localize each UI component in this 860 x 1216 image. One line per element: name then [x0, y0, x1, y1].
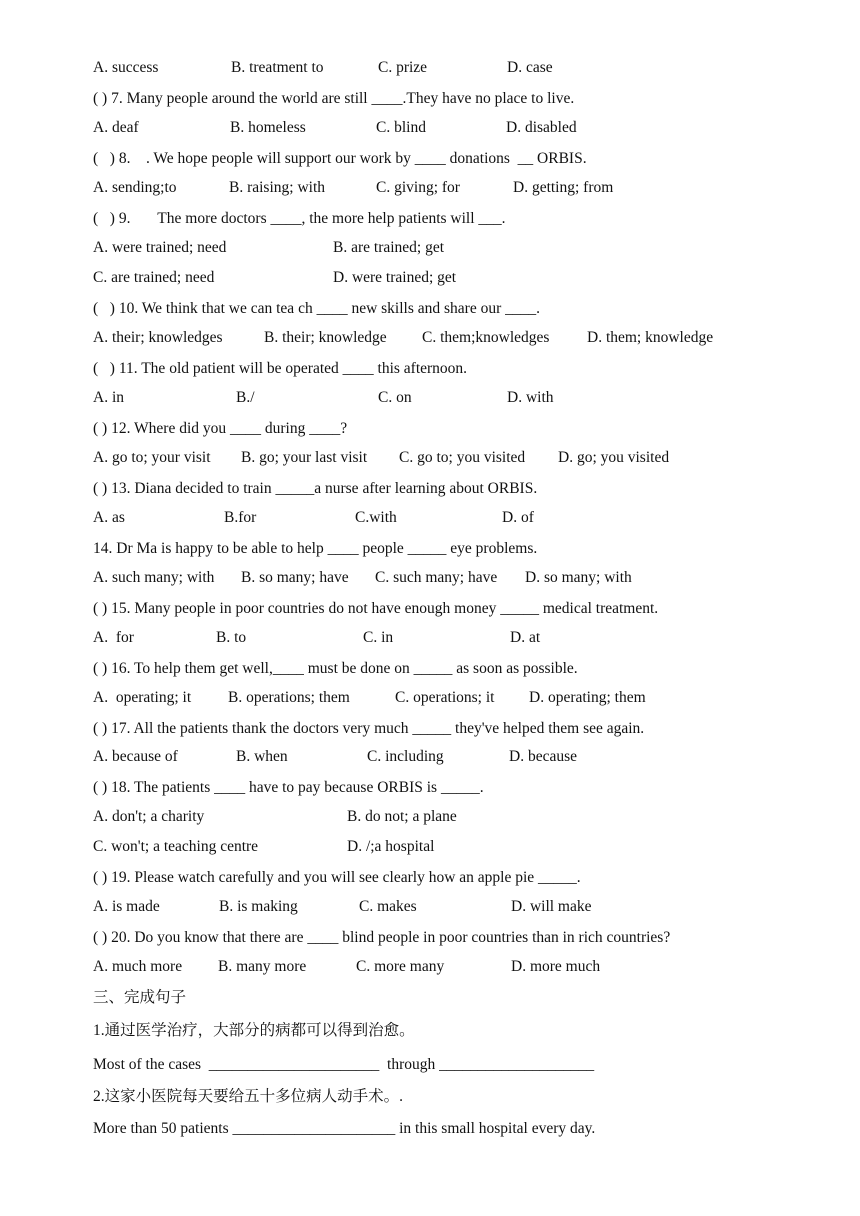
question-line: ( ) 8. . We hope people will support our work by ____ donations __ ORBIS.: [93, 150, 587, 167]
answer-option: C. on: [378, 389, 412, 406]
answer-option: A. much more: [93, 958, 183, 975]
answer-option: D. disabled: [506, 119, 577, 136]
answer-option: B.for: [224, 509, 257, 526]
answer-option: A. deaf: [93, 119, 139, 136]
answer-option: C. in: [363, 629, 394, 646]
answer-option: B./: [236, 389, 255, 406]
answer-options-row: [0, 569, 860, 589]
answer-option: C. them;knowledges: [422, 329, 550, 346]
question-line: 1.通过医学治疗，大部分的病都可以得到治愈。: [93, 1022, 415, 1039]
answer-option: D. with: [507, 389, 554, 406]
answer-option: B. do not; a plane: [347, 808, 457, 825]
answer-option: C.with: [355, 509, 397, 526]
answer-option: A. such many; with: [93, 569, 215, 586]
answer-option: C. won't; a teaching centre: [93, 838, 259, 855]
answer-option: A. don't; a charity: [93, 808, 205, 825]
answer-option: B. are trained; get: [333, 239, 445, 256]
answer-option: C. prize: [378, 59, 428, 76]
question-line: ( ) 10. We think that we can tea ch ____ new skills and share our ____.: [93, 300, 540, 317]
answer-option: D. them; knowledge: [587, 329, 714, 346]
answer-option: B. is making: [219, 898, 298, 915]
question-line: ( ) 11. The old patient will be operated ____ this afternoon.: [93, 360, 468, 377]
question-line: ( ) 9. The more doctors ____, the more help patients will ___.: [93, 210, 506, 227]
answer-option: D. case: [507, 59, 553, 76]
answer-options-row: [0, 509, 860, 529]
answer-option: D. so many; with: [525, 569, 632, 586]
answer-option: B. homeless: [230, 119, 306, 136]
answer-option: D. go; you visited: [558, 449, 670, 466]
answer-option: C. such many; have: [375, 569, 498, 586]
answer-option: C. more many: [356, 958, 445, 975]
answer-option: A. for: [93, 629, 134, 646]
answer-options-row: [0, 748, 860, 768]
answer-option: D. more much: [511, 958, 601, 975]
answer-option: C. including: [367, 748, 444, 765]
question-line: Most of the cases ______________________ through ____________________: [93, 1056, 595, 1073]
question-line: ( ) 16. To help them get well,____ must be done on _____ as soon as possible.: [93, 660, 578, 677]
answer-option: A. success: [93, 59, 159, 76]
question-line: 三、完成句子: [93, 989, 187, 1006]
answer-options-row: [0, 269, 860, 289]
answer-option: A. because of: [93, 748, 178, 765]
answer-option: B. so many; have: [241, 569, 349, 586]
answer-option: C. go to; you visited: [399, 449, 526, 466]
answer-options-row: [0, 838, 860, 858]
question-line: ( ) 15. Many people in poor countries do not have enough money _____ medical treatment.: [93, 600, 659, 617]
question-line: 14. Dr Ma is happy to be able to help ____ people _____ eye problems.: [93, 540, 538, 557]
answer-option: B. operations; them: [228, 689, 350, 706]
answer-option: C. blind: [376, 119, 426, 136]
answer-option: B. treatment to: [231, 59, 324, 76]
answer-option: D. at: [510, 629, 541, 646]
answer-option: D. operating; them: [529, 689, 646, 706]
answer-options-row: [0, 958, 860, 978]
answer-options-row: [0, 449, 860, 469]
answer-option: D. of: [502, 509, 534, 526]
answer-option: A. operating; it: [93, 689, 192, 706]
answer-options-row: [0, 808, 860, 828]
answer-option: A. were trained; need: [93, 239, 227, 256]
answer-option: C. operations; it: [395, 689, 495, 706]
answer-option: D. because: [509, 748, 577, 765]
question-line: ( ) 12. Where did you ____ during ____?: [93, 420, 348, 437]
answer-option: B. raising; with: [229, 179, 326, 196]
answer-option: B. their; knowledge: [264, 329, 387, 346]
answer-option: A. in: [93, 389, 124, 406]
answer-options-row: [0, 629, 860, 649]
answer-option: D. were trained; get: [333, 269, 457, 286]
answer-options-row: [0, 898, 860, 918]
question-line: 2.这家小医院每天要给五十多位病人动手术。.: [93, 1088, 404, 1105]
question-line: ( ) 13. Diana decided to train _____a nurse after learning about ORBIS.: [93, 480, 538, 497]
answer-option: C. makes: [359, 898, 417, 915]
answer-options-row: [0, 179, 860, 199]
answer-option: A. as: [93, 509, 125, 526]
answer-option: A. go to; your visit: [93, 449, 211, 466]
answer-option: A. sending;to: [93, 179, 177, 196]
answer-options-row: [0, 689, 860, 709]
answer-option: A. is made: [93, 898, 160, 915]
answer-option: B. when: [236, 748, 288, 765]
question-line: ( ) 18. The patients ____ have to pay because ORBIS is _____.: [93, 779, 484, 796]
answer-options-row: [0, 59, 860, 79]
question-line: ( ) 20. Do you know that there are ____ blind people in poor countries than in rich countries?: [93, 929, 671, 946]
answer-options-row: [0, 119, 860, 139]
answer-option: D. /;a hospital: [347, 838, 435, 855]
answer-option: D. will make: [511, 898, 592, 915]
answer-option: C. are trained; need: [93, 269, 215, 286]
answer-options-row: [0, 329, 860, 349]
answer-options-row: [0, 239, 860, 259]
answer-option: B. many more: [218, 958, 307, 975]
question-line: ( ) 17. All the patients thank the doctors very much _____ they've helped them see again.: [93, 720, 645, 737]
question-line: ( ) 7. Many people around the world are still ____.They have no place to live.: [93, 90, 575, 107]
answer-option: D. getting; from: [513, 179, 614, 196]
answer-option: C. giving; for: [376, 179, 460, 196]
question-line: ( ) 19. Please watch carefully and you will see clearly how an apple pie _____.: [93, 869, 581, 886]
answer-option: B. go; your last visit: [241, 449, 368, 466]
question-line: More than 50 patients _____________________ in this small hospital every day.: [93, 1120, 596, 1137]
answer-option: B. to: [216, 629, 247, 646]
answer-options-row: [0, 389, 860, 409]
answer-option: A. their; knowledges: [93, 329, 223, 346]
